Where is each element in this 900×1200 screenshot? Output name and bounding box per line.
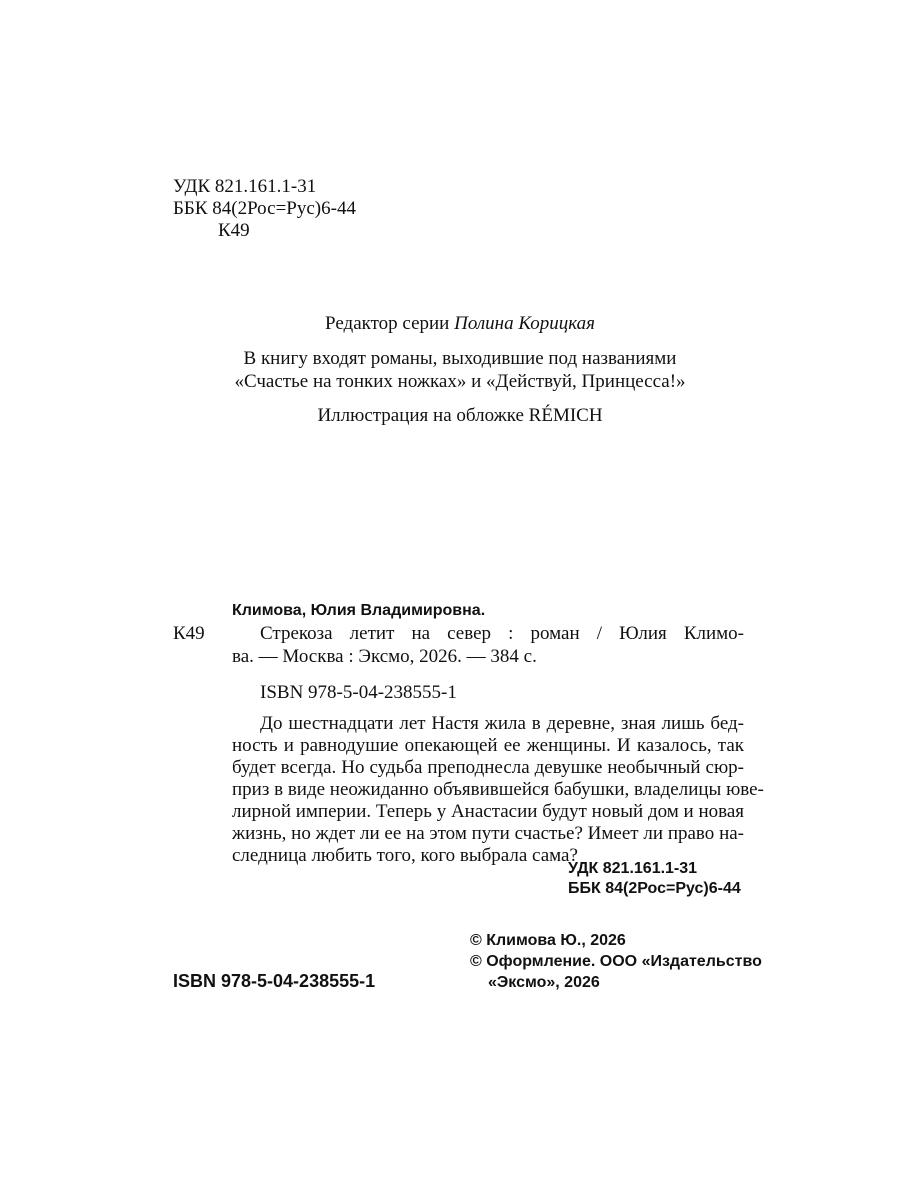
annotation-line: лирной империи. Теперь у Анастасии будут новый дом и новая	[232, 801, 745, 822]
author-mark: К49	[218, 220, 250, 241]
annotation-line: жизнь, но ждет ли ее на этом пути счастье? Имеет ли право на-	[232, 823, 744, 844]
cover-illustration-credit: Иллюстрация на обложке RÉMICH	[317, 405, 603, 426]
catalog-udk-bold: УДК 821.161.1-31	[568, 860, 698, 877]
udk-code: УДК 821.161.1-31	[173, 176, 317, 197]
annotation-line: будет всегда. Но судьба преподнесла девушке необычный сюр-	[232, 757, 744, 778]
catalog-mark: К49	[173, 623, 205, 644]
included-novels-line2: «Счастье на тонких ножках» и «Действуй, Принцесса!»	[234, 371, 686, 392]
copyright-design-line1: © Оформление. ООО «Издательство	[470, 953, 762, 970]
included-novels-line1: В книгу входят романы, выходившие под названиями	[243, 348, 677, 369]
series-editor-prefix: Редактор серии	[325, 313, 455, 334]
annotation-line: До шестнадцати лет Настя жила в деревне, зная лишь бед-	[260, 713, 744, 734]
footer-isbn: ISBN 978-5-04-238555-1	[173, 971, 376, 991]
catalog-title-line2: ва. — Москва : Эксмо, 2026. — 384 с.	[232, 646, 537, 667]
annotation-line: ность и равнодушие опекающей ее женщины. И казалось, так	[232, 735, 744, 756]
catalog-title-line1: Стрекоза летит на север : роман / Юлия Климо-	[260, 623, 744, 644]
catalog-bbk-bold: ББК 84(2Рос=Рус)6-44	[568, 880, 741, 897]
series-editor-name: Полина Корицкая	[454, 313, 595, 334]
copyright-author: © Климова Ю., 2026	[470, 932, 626, 949]
copyright-design-line2: «Эксмо», 2026	[488, 974, 600, 991]
catalog-author-heading: Климова, Юлия Владимировна.	[232, 602, 486, 619]
bbk-code: ББК 84(2Рос=Рус)6-44	[173, 198, 356, 219]
series-editor	[0, 313, 900, 335]
annotation-line: следница любить того, кого выбрала сама?	[232, 845, 578, 866]
annotation-line: приз в виде неожиданно объявившейся бабушки, владелицы юве-	[232, 779, 764, 800]
catalog-isbn: ISBN 978-5-04-238555-1	[260, 682, 457, 703]
